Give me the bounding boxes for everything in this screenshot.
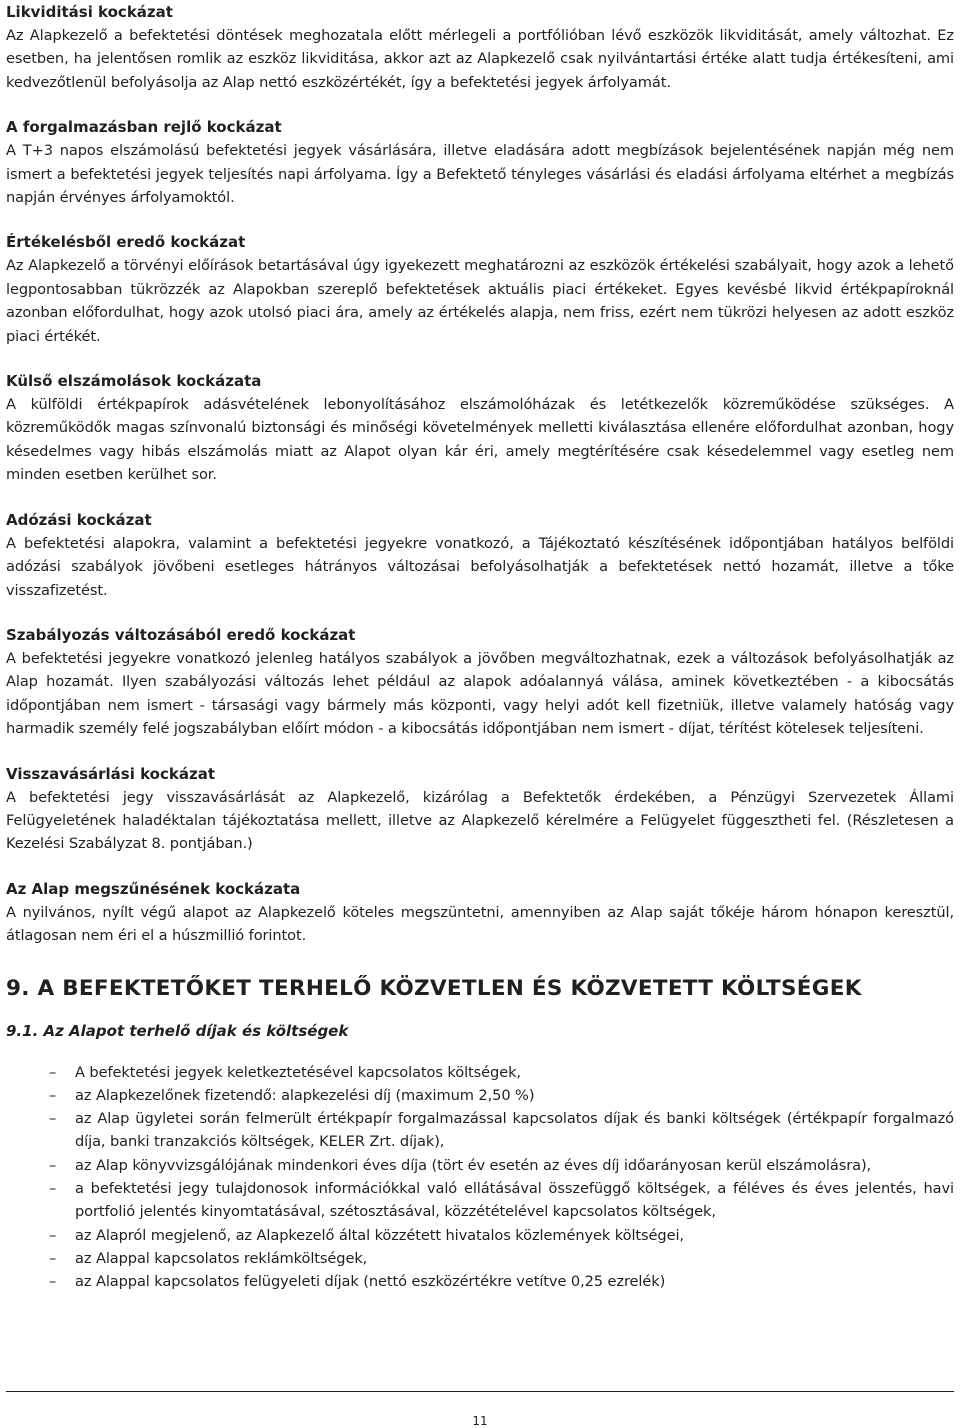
subsection-heading: 9.1. Az Alapot terhelő díjak és költségek — [6, 1021, 349, 1040]
dash-bullet: – — [49, 1110, 57, 1128]
list-item — [6, 1107, 954, 1154]
risk-section — [6, 508, 954, 602]
section-paragraph: Az Alapkezelő a törvényi előírások betartásával úgy igyekezett meghatározni az eszközök értékelési szabályait, hogy azok a lehető legpontosabban tükrözzék az Alapokban szereplő befektetések aktuális piaci értékeket. Egyes kevésbé likvid értékpapíroknál azonban előfordulhat, hogy azok utolsó piaci ára, amely az értékelés alapja, nem friss, ezért nem tükrözi helyesen az adott eszköz piaci értékét. — [6, 257, 954, 345]
document-page — [6, 0, 954, 1294]
footer-divider — [6, 1391, 954, 1392]
section-paragraph: Az Alapkezelő a befektetési döntések meghozatala előtt mérlegeli a portfólióban lévő eszközök likviditását, amely változhat. Ez esetben, ha jelentősen romlik az eszköz likviditása, akkor azt az Alapkezelő csak nyilvántartási értéke alatt tudja értékesíteni, ami kedvezőtlenül befolyásolja az Alap nettó eszközértékét, így a befektetési jegyek árfolyamát. — [6, 27, 954, 91]
list-item-text: a befektetési jegy tulajdonosok információkkal való ellátásával összefüggő költségek, a féléves és éves jelentés, havi portfolió jelentés kinyomtatásával, szétosztásával, közzétételével kapcsolatos költségek, — [75, 1180, 954, 1221]
dash-bullet: – — [49, 1156, 57, 1174]
section-title: Likviditási kockázat — [6, 3, 173, 21]
dash-bullet: – — [49, 1086, 57, 1104]
section-paragraph: A befektetési alapokra, valamint a befektetési jegyekre vonatkozó, a Tájékoztató készítésének időpontjában hatályos belföldi adózási szabályok jövőbeni esetleges hátrányos változásai befolyásolhatják a befektetések nettó hozamát, illetve a tőke visszafizetést. — [6, 534, 954, 599]
dash-bullet: – — [49, 1180, 57, 1198]
section-gap — [6, 348, 954, 369]
section-gap — [6, 94, 954, 115]
section-gap — [6, 209, 954, 230]
section-title: Értékelésből eredő kockázat — [6, 233, 246, 252]
dash-bullet: – — [49, 1249, 57, 1267]
chapter-9 — [6, 975, 954, 1294]
section-title: Az Alap megszűnésének kockázata — [6, 879, 301, 898]
risk-section — [6, 623, 954, 741]
list-item-text: az Alappal kapcsolatos felügyeleti díjak (nettó eszközértékre vetítve 0,25 ezrelék) — [75, 1273, 666, 1291]
risk-section — [6, 230, 954, 348]
risk-section — [6, 115, 954, 209]
list-item — [6, 1084, 954, 1107]
dash-bullet: – — [49, 1226, 57, 1244]
list-item-text: A befektetési jegyek keletkeztetésével kapcsolatos költségek, — [75, 1063, 521, 1081]
list-item — [6, 1247, 954, 1270]
chapter-heading: 9. A BEFEKTETŐKET TERHELŐ KÖZVETLEN ÉS KÖZVETETT KÖLTSÉGEK — [6, 975, 862, 1001]
section-title: Szabályozás változásából eredő kockázat — [6, 625, 356, 644]
list-item — [6, 1177, 954, 1224]
list-item-text: az Alap könyvvizsgálójának mindenkori éves díja (tört év esetén az éves díj időarányosan kerül elszámolásra), — [75, 1156, 872, 1174]
page-number: 11 — [472, 1414, 488, 1428]
section-gap — [6, 602, 954, 623]
list-item-text: az Alapkezelőnek fizetendő: alapkezelési díj (maximum 2,50 %) — [75, 1086, 535, 1104]
risk-sections — [6, 0, 954, 948]
list-item-text: az Alap ügyletei során felmerült értékpapír forgalmazással kapcsolatos díjak és banki költségek (értékpapír forgalmazó díja, banki tranzakciós költségek, KELER Zrt. díjak), — [75, 1110, 954, 1151]
dash-bullet: – — [49, 1063, 57, 1081]
list-item — [6, 1270, 954, 1293]
risk-section — [6, 877, 954, 948]
section-paragraph: A befektetési jegy visszavásárlását az Alapkezelő, kizárólag a Befektetők érdekében, a Pénzügyi Szervezetek Állami Felügyeletének haladéktalan tájékoztatása mellett, illetve az Alapkezelő kérelmére a Felügyelet függesztheti fel. (Részletesen a Kezelési Szabályzat 8. pontjában.) — [6, 788, 954, 853]
section-title: Visszavásárlási kockázat — [6, 764, 215, 783]
section-title: A forgalmazásban rejlő kockázat — [6, 118, 282, 137]
section-paragraph: A nyilvános, nyílt végű alapot az Alapkezelő köteles megszüntetni, amennyiben az Alap saját tőkéje három hónapon keresztül, átlagosan nem éri el a húszmillió forintot. — [6, 903, 954, 945]
list-item-text: az Alappal kapcsolatos reklámköltségek, — [75, 1249, 368, 1267]
list-item — [6, 1154, 954, 1177]
list-item-text: az Alapról megjelenő, az Alapkezelő által közzétett hivatalos közlemények költségei, — [75, 1226, 684, 1244]
section-paragraph: A külföldi értékpapírok adásvételének lebonyolításához elszámolóházak és letétkezelők közreműködése szükséges. A közreműködők magas színvonalú biztonsági és minőségi követelmények melletti kiválasztása ellenére előfordulhat azonban, hogy késedelmes vagy hibás elszámolás miatt az Alapot olyan kár éri, amely megtérítésére csak késedelemmel vagy esetleg nem minden esetben kerülhet sor. — [6, 396, 954, 484]
list-item — [6, 1224, 954, 1247]
section-paragraph: A befektetési jegyekre vonatkozó jelenleg hatályos szabályok a jövőben megváltozhatnak, ezek a változások befolyásolhatják az Alap hozamát. Ilyen szabályozási változás lehet például az alapok adóalannyá válása, aminek következtében - a kibocsátás időpontjában nem ismert - társasági vagy bármely más központi, vagy helyi adót kell fizetniük, illetve valamely hatóság vagy harmadik személy felé jogszabályban előírt módon - a kibocsátás időpontjában nem ismert - díjat, térítést kötelesek teljesíteni. — [6, 649, 954, 738]
section-paragraph: A T+3 napos elszámolású befektetési jegyek vásárlására, illetve eladására adott megbízások bejelentésének napján még nem ismert a befektetési jegyek teljesítés napi árfolyama. Így a Befektető tényleges vásárlási és eladási árfolyama eltérhet a megbízás napján érvényes árfolyamoktól. — [6, 142, 954, 207]
section-gap — [6, 487, 954, 508]
risk-section — [6, 369, 954, 487]
section-title: Adózási kockázat — [6, 510, 152, 529]
list-item — [6, 1061, 954, 1084]
section-title: Külső elszámolások kockázata — [6, 372, 262, 391]
risk-section — [6, 762, 954, 856]
section-gap — [6, 741, 954, 762]
cost-list — [6, 1061, 954, 1294]
section-gap — [6, 856, 954, 877]
dash-bullet: – — [49, 1273, 57, 1291]
risk-section — [6, 0, 954, 94]
